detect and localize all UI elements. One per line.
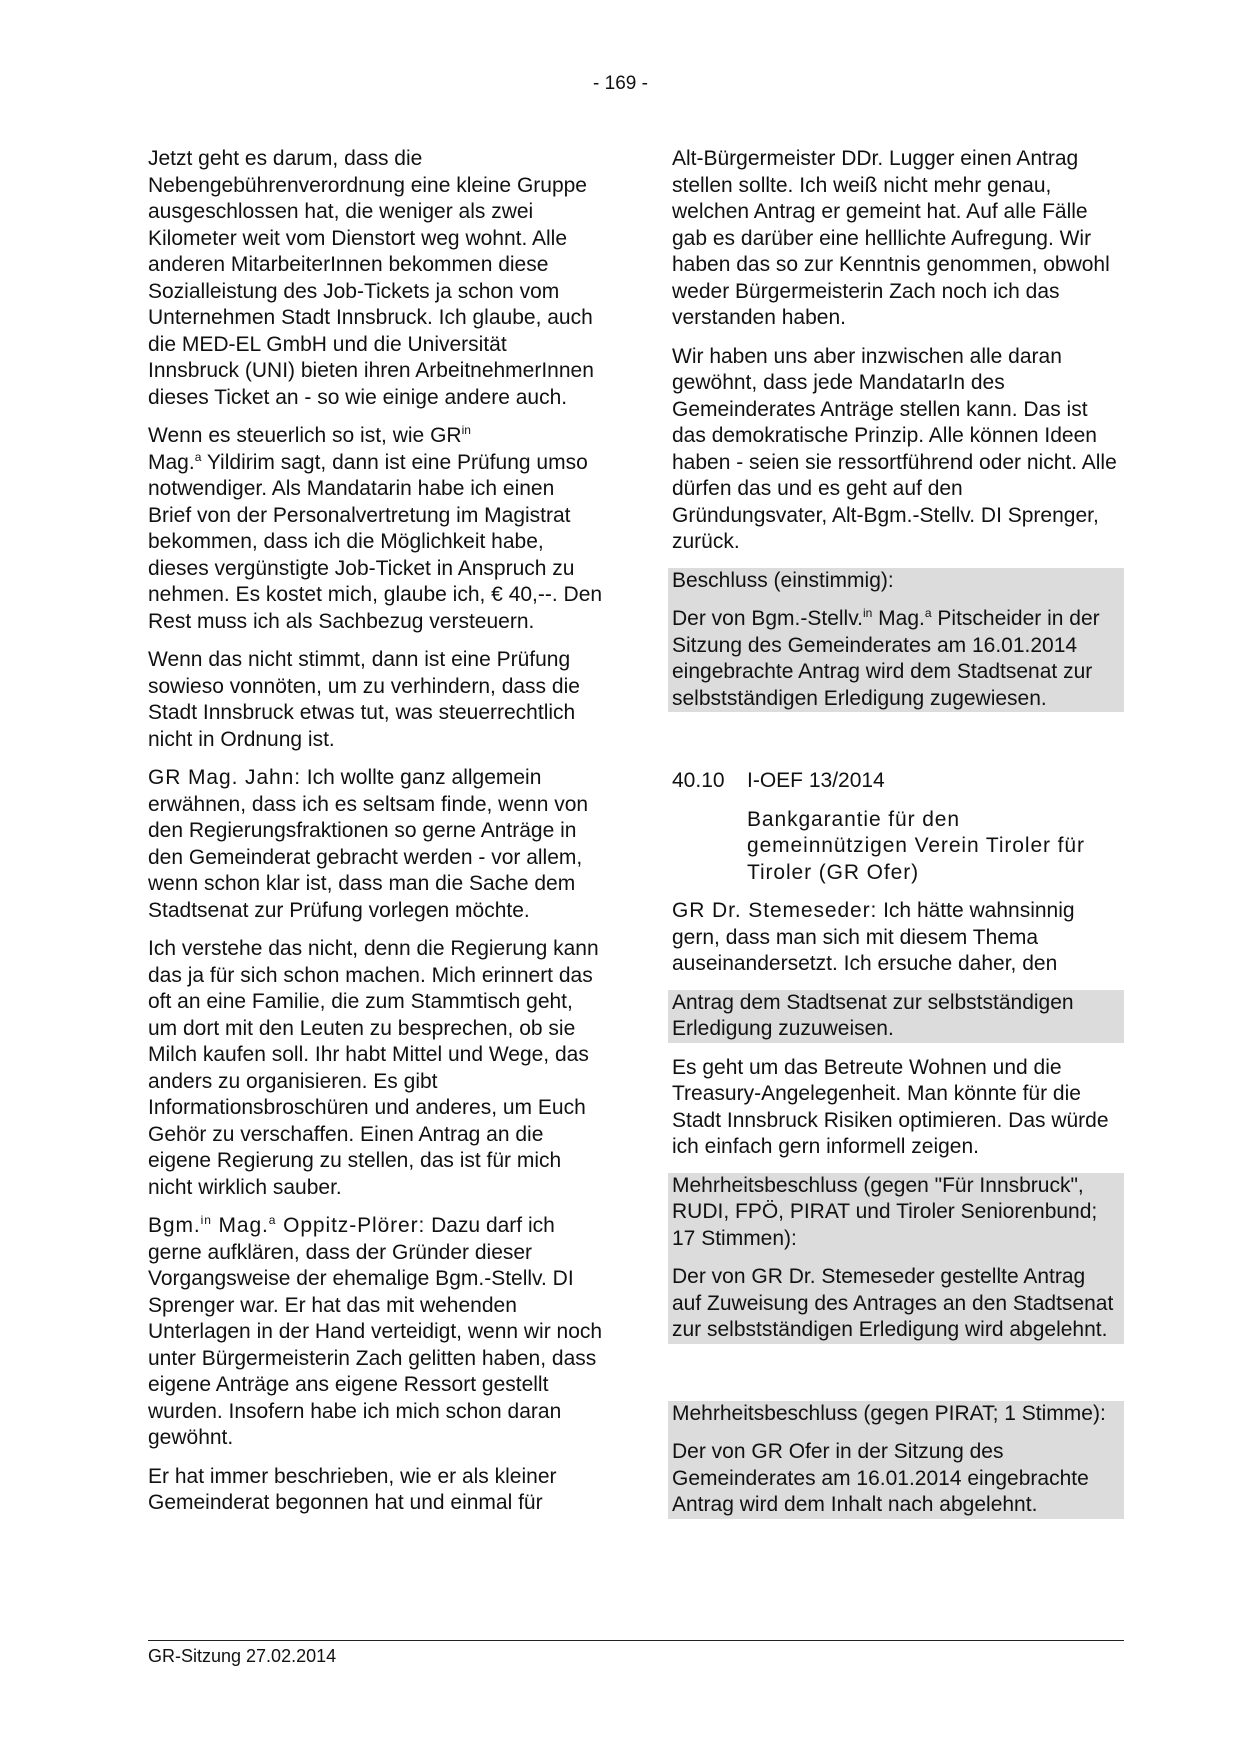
paragraph [148,1213,603,1452]
paragraph: Es geht um das Betreute Wohnen und die Treasury-Angelegenheit. Man könnte für die Stadt Innsbruck Risiken optimieren. Das würde ich einfach gern informell zeigen. [672,1055,1109,1158]
resolution-label: Beschluss (einstimmig): [668,568,1124,607]
resolution-text: Der von GR Ofer in der Sitzung des Gemeinderates am 16.01.2014 eingebrachte Antrag wird dem Inhalt nach abgelehnt. [668,1439,1124,1519]
superscript: a [194,449,202,464]
paragraph [148,765,603,924]
text: Ich hätte wahnsinnig gern, dass man sich mit diesem Thema auseinandersetzt. Ich ersuche daher, den [672,899,1075,975]
paragraph: Wenn das nicht stimmt, dann ist eine Prüfung sowieso vonnöten, um zu verhindern, dass die Stadt Innsbruck etwas tut, was steuerrechtlich nicht in Ordnung ist. [148,648,580,751]
resolution-text: Der von GR Dr. Stemeseder gestellte Antrag auf Zuweisung des Antrages an den Stadtsenat zur selbstständigen Erledigung wird abgelehnt. [668,1264,1124,1344]
resolution-text: Der von Bgm.-Stellv.$^{in}$ Mag.$^a$ Pitscheider in der Sitzung des Gemeinderates am 16.01.2014 eingebrachte Antrag wird dem Stadtsenat zur selbstständigen Erledigung zugewiesen. [668,606,1124,712]
text: Wenn es steuerlich so ist, wie GR [148,424,462,447]
speaker-name: GR Dr. Stemeseder: [672,899,878,922]
paragraph: Wir haben uns aber inzwischen alle daran gewöhnt, dass jede MandatarIn des Gemeinderates Anträge stellen kann. Das ist das demokratische Prinzip. Alle können Ideen haben - seien sie ressortführend oder nicht. Alle dürfen das und es geht auf den Gründungsvater, Alt-Bgm.-Stellv. DI Sprenger, zurück. [672,344,1117,553]
paragraph [668,898,1124,978]
text: Mag. [148,450,195,474]
paragraph: Jetzt geht es darum, dass die Nebengebührenverordnung eine kleine Gruppe ausgeschlossen hat, die weniger als zwei Kilometer weit vom Dienstort weg wohnt. Alle anderen MitarbeiterInnen bekommen diese Sozialleistung des Job-Tickets ja schon vom Unternehmen Stadt Innsbruck. Ich glaube, auch die MED-EL GmbH und die Universität Innsbruck (UNI) bieten ihren ArbeitnehmerInnen dieses Ticket an - so wie einige andere auch. [148,147,594,409]
text: Ich wollte ganz allgemein erwähnen, dass ich es seltsam finde, wenn von den Regierungsfraktionen so gerne Anträge in den Gemeinderat gebracht werden - vor allem, wenn schon klar ist, dass man die Sache dem Stadtsenat zur Prüfung vorlegen möchte. [148,766,589,922]
motion-text: Antrag dem Stadtsenat zur selbstständigen Erledigung zuzuweisen. [668,990,1124,1043]
paragraph: Alt-Bürgermeister DDr. Lugger einen Antrag stellen sollte. Ich weiß nicht mehr genau, welchen Antrag er gemeint hat. Auf alle Fälle gab es darüber eine helllichte Aufregung. Wir haben das so zur Kenntnis genommen, obwohl weder Bürgermeisterin Zach noch ich das verstanden haben. [672,147,1110,329]
text: Dazu darf ich gerne aufklären, dass der Gründer dieser Vorgangsweise der ehemalige Bgm.-Stellv. DI Sprenger war. Er hat das mit wehenden Unterlagen in der Hand verteidigt, wenn wir noch unter Bürgermeisterin Zach gelitten haben, dass eigene Anträge ans eigene Ressort gestellt wurden. Insofern habe ich mich schon daran gewöhnt. [148,1214,603,1449]
speaker-name: GR Mag. Jahn: [148,766,301,789]
speaker-name: Bgm.$^{in}$ Mag.$^a$ Oppitz-Plörer: [148,1213,426,1237]
agenda-item-code: I-OEF 13/2014 [747,769,885,792]
footer-divider [148,1640,1124,1641]
agenda-item-title: Bankgarantie für den gemeinnützigen Verein Tiroler für Tiroler (GR Ofer) [747,807,1085,884]
text: Yildirim sagt, dann ist eine Prüfung umso notwendiger. Als Mandatarin habe ich einen Brief von der Personalvertretung im Magistrat bekommen, dass ich die Möglichkeit habe, dieses vergünstigte Job-Ticket in Anspruch zu nehmen. Es kostet mich, glaube ich, € 40,--. Den Rest muss ich als Sachbezug versteuern. [148,450,603,633]
agenda-item-number: 40.10 [672,769,725,792]
footer: GR-Sitzung 27.02.2014 [148,1646,337,1666]
paragraph [148,423,603,635]
paragraph: Er hat immer beschrieben, wie er als kleiner Gemeinderat begonnen hat und einmal für [148,1464,557,1514]
resolution-label: Mehrheitsbeschluss (gegen "Für Innsbruck", RUDI, FPÖ, PIRAT und Tiroler Seniorenbund; 17 Stimmen): [668,1173,1124,1265]
agenda-item-heading [668,768,1124,795]
page-number: - 169 - [593,73,648,94]
paragraph: Ich verstehe das nicht, denn die Regierung kann das ja für sich schon machen. Mich erinnert das oft an eine Familie, die zum Stammtisch geht, um dort mit den Leuten zu besprechen, ob sie Milch kaufen soll. Ihr habt Mittel und Wege, das anders zu organisieren. Es gibt Informationsbroschüren und anderes, um Euch Gehör zu verschaffen. Einen Antrag an die eigene Regierung zu stellen, das ist für mich nicht wirklich sauber. [148,937,599,1199]
resolution-label: Mehrheitsbeschluss (gegen PIRAT; 1 Stimme): [668,1401,1124,1440]
superscript: in [461,423,471,437]
right-column [668,146,1124,1531]
left-column [148,146,603,1529]
